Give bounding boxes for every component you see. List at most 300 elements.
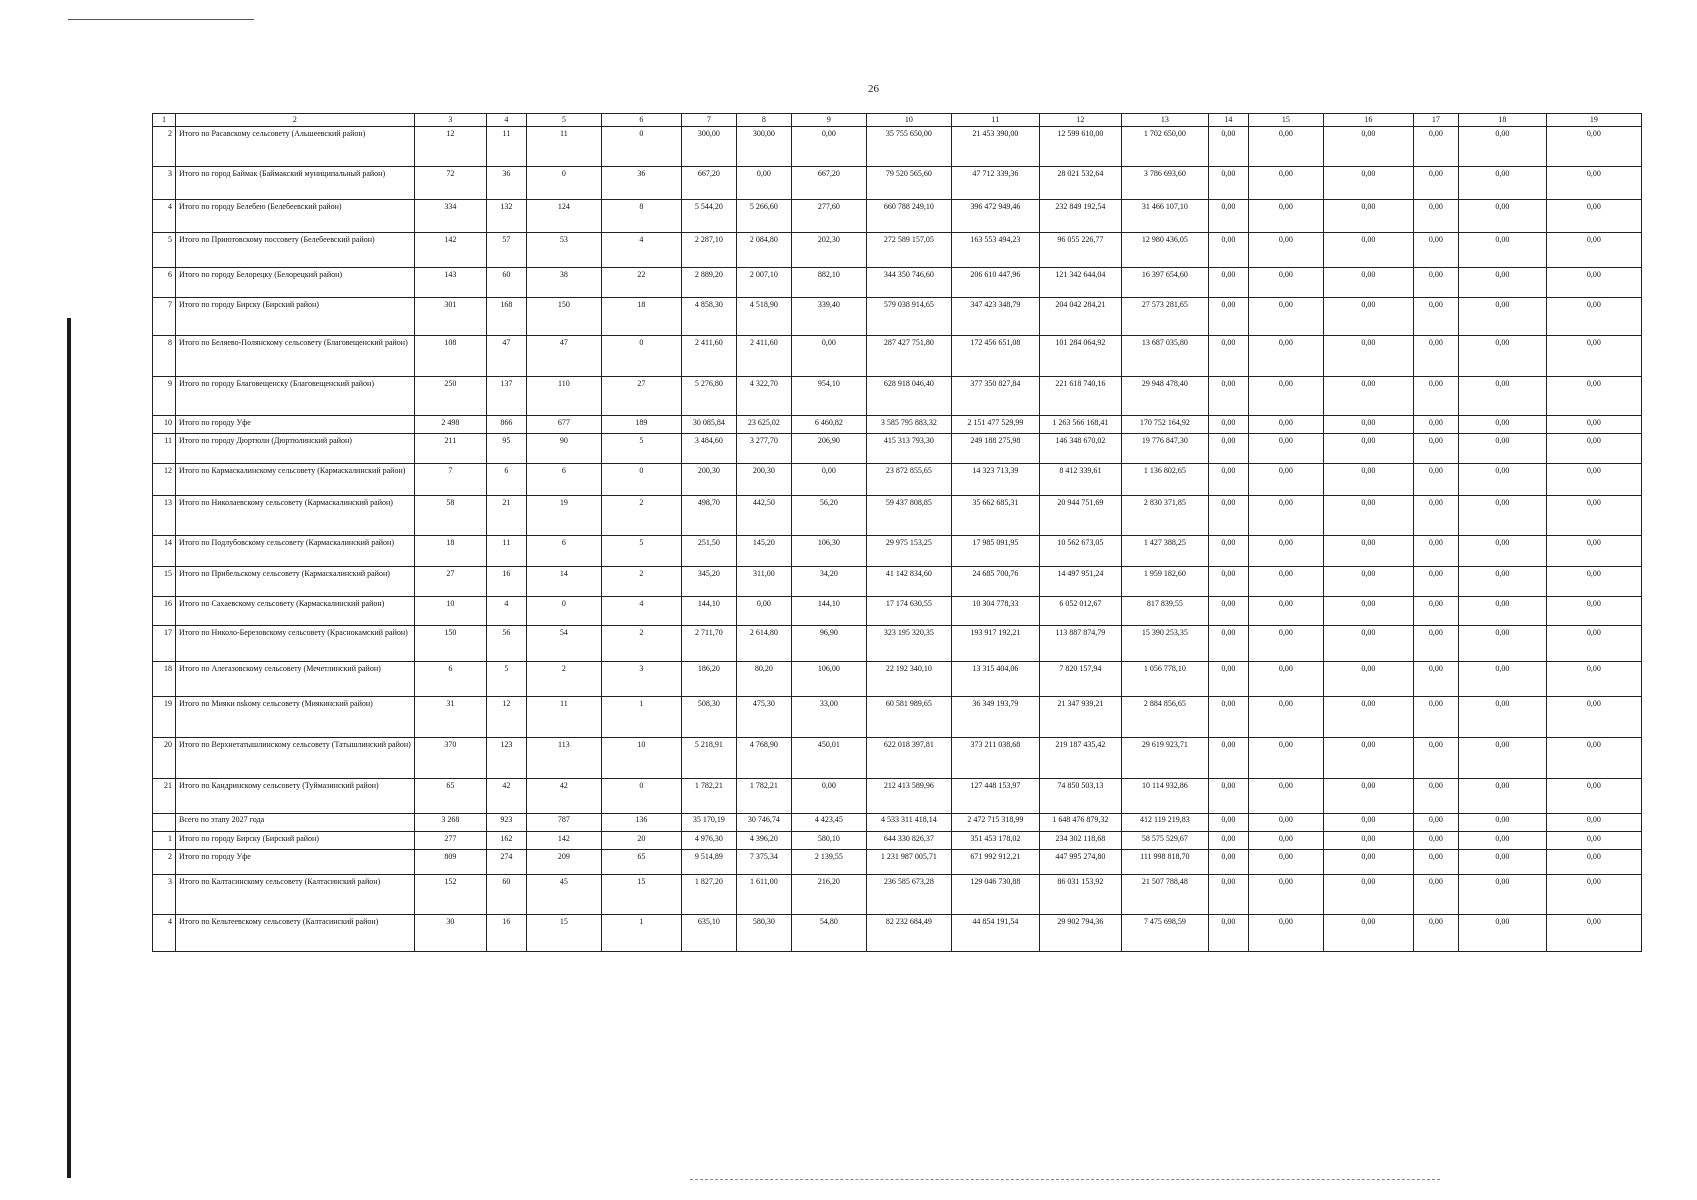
value-cell: 0,00 — [1546, 697, 1641, 738]
value-cell: 36 — [486, 167, 526, 200]
value-cell: 0,00 — [1413, 697, 1458, 738]
value-cell: 0,00 — [1323, 875, 1413, 915]
row-number-cell: 8 — [153, 336, 176, 377]
value-cell: 787 — [526, 814, 601, 832]
value-cell: 0,00 — [1413, 597, 1458, 626]
value-cell: 0,00 — [1208, 567, 1248, 597]
row-number-cell: 14 — [153, 536, 176, 567]
table-row — [153, 850, 1642, 875]
name-cell: Итого по городу Дюртюли (Дюртюлинский район) — [176, 434, 415, 464]
value-cell: 136 — [601, 814, 681, 832]
value-cell: 2 084,80 — [736, 233, 791, 268]
value-cell: 0,00 — [1323, 336, 1413, 377]
column-header: 9 — [791, 114, 866, 127]
value-cell: 0,00 — [1323, 738, 1413, 779]
value-cell: 212 413 589,96 — [866, 779, 951, 814]
value-cell: 13 687 035,80 — [1121, 336, 1208, 377]
value-cell: 113 887 874,79 — [1039, 626, 1121, 662]
value-cell: 211 — [414, 434, 486, 464]
value-cell: 0,00 — [1546, 496, 1641, 536]
row-number-cell — [153, 814, 176, 832]
value-cell: 667,20 — [681, 167, 736, 200]
name-cell: Итого по городу Уфе — [176, 416, 415, 434]
value-cell: 124 — [526, 200, 601, 233]
value-cell: 635,10 — [681, 915, 736, 952]
row-number-cell: 3 — [153, 167, 176, 200]
value-cell: 22 192 340,10 — [866, 662, 951, 697]
value-cell: 22 — [601, 268, 681, 298]
value-cell: 54 — [526, 626, 601, 662]
value-cell: 0,00 — [1546, 814, 1641, 832]
value-cell: 0,00 — [1413, 850, 1458, 875]
page-number: 26 — [868, 83, 879, 95]
value-cell: 0,00 — [1413, 915, 1458, 952]
value-cell: 817 839,55 — [1121, 597, 1208, 626]
value-cell: 56,20 — [791, 496, 866, 536]
name-cell: Итого по город Баймак (Баймакский муниципальный район) — [176, 167, 415, 200]
value-cell: 0,00 — [1323, 915, 1413, 952]
value-cell: 0,00 — [1248, 434, 1323, 464]
name-cell: Всего по этапу 2027 года — [176, 814, 415, 832]
value-cell: 6 — [486, 464, 526, 496]
value-cell: 0,00 — [1458, 434, 1546, 464]
value-cell: 142 — [414, 233, 486, 268]
value-cell: 0,00 — [1458, 738, 1546, 779]
value-cell: 475,30 — [736, 697, 791, 738]
value-cell: 82 232 684,49 — [866, 915, 951, 952]
value-cell: 31 466 107,10 — [1121, 200, 1208, 233]
value-cell: 0,00 — [1458, 567, 1546, 597]
value-cell: 3 484,60 — [681, 434, 736, 464]
value-cell: 11 — [486, 536, 526, 567]
value-cell: 1 231 987 005,71 — [866, 850, 951, 875]
value-cell: 0,00 — [1248, 298, 1323, 336]
value-cell: 221 618 740,16 — [1039, 377, 1121, 416]
value-cell: 2 614,80 — [736, 626, 791, 662]
value-cell: 882,10 — [791, 268, 866, 298]
name-cell: Итого по Кельтеевскому сельсовету (Калтасинский район) — [176, 915, 415, 952]
value-cell: 1 611,00 — [736, 875, 791, 915]
value-cell: 277 — [414, 832, 486, 850]
value-cell: 219 187 435,42 — [1039, 738, 1121, 779]
value-cell: 1 — [601, 915, 681, 952]
value-cell: 10 304 778,33 — [951, 597, 1039, 626]
value-cell: 111 998 818,70 — [1121, 850, 1208, 875]
name-cell: Итого по Беляево-Полянскому сельсовету (Благовещенский район) — [176, 336, 415, 377]
value-cell: 3 268 — [414, 814, 486, 832]
name-cell: Итого по городу Благовещенску (Благовещенский район) — [176, 377, 415, 416]
value-cell: 0,00 — [1546, 850, 1641, 875]
value-cell: 6 — [526, 464, 601, 496]
value-cell: 2 830 371,85 — [1121, 496, 1208, 536]
value-cell: 0,00 — [1546, 567, 1641, 597]
value-cell: 3 277,70 — [736, 434, 791, 464]
value-cell: 0,00 — [1323, 832, 1413, 850]
value-cell: 1 136 802,65 — [1121, 464, 1208, 496]
value-cell: 0,00 — [1323, 779, 1413, 814]
value-cell: 15 — [526, 915, 601, 952]
row-number-cell: 2 — [153, 127, 176, 167]
value-cell: 0,00 — [1546, 915, 1641, 952]
value-cell: 15 — [601, 875, 681, 915]
value-cell: 2 287,10 — [681, 233, 736, 268]
value-cell: 172 456 651,08 — [951, 336, 1039, 377]
value-cell: 168 — [486, 298, 526, 336]
column-header: 6 — [601, 114, 681, 127]
table-row — [153, 662, 1642, 697]
value-cell: 0,00 — [1323, 814, 1413, 832]
value-cell: 0,00 — [1546, 662, 1641, 697]
value-cell: 0,00 — [1323, 464, 1413, 496]
value-cell: 311,00 — [736, 567, 791, 597]
value-cell: 58 — [414, 496, 486, 536]
value-cell: 0,00 — [1458, 832, 1546, 850]
table-row — [153, 268, 1642, 298]
value-cell: 232 849 192,54 — [1039, 200, 1121, 233]
name-cell: Итого по Николаевскому сельсовету (Кармаскалинский район) — [176, 496, 415, 536]
value-cell: 14 497 951,24 — [1039, 567, 1121, 597]
value-cell: 5 276,80 — [681, 377, 736, 416]
value-cell: 250 — [414, 377, 486, 416]
value-cell: 1 — [601, 697, 681, 738]
table-row — [153, 875, 1642, 915]
value-cell: 0,00 — [1413, 434, 1458, 464]
value-cell: 0,00 — [1458, 416, 1546, 434]
value-cell: 4 396,20 — [736, 832, 791, 850]
value-cell: 170 752 164,92 — [1121, 416, 1208, 434]
value-cell: 144,10 — [681, 597, 736, 626]
value-cell: 16 — [486, 915, 526, 952]
value-cell: 65 — [414, 779, 486, 814]
value-cell: 0 — [601, 336, 681, 377]
value-cell: 0,00 — [1208, 697, 1248, 738]
value-cell: 44 854 191,54 — [951, 915, 1039, 952]
value-cell: 7 — [414, 464, 486, 496]
row-number-cell: 1 — [153, 832, 176, 850]
name-cell: Итого по городу Белорецку (Белорецкий район) — [176, 268, 415, 298]
value-cell: 0,00 — [1458, 268, 1546, 298]
row-number-cell: 6 — [153, 268, 176, 298]
value-cell: 0,00 — [1458, 915, 1546, 952]
value-cell: 2 411,60 — [681, 336, 736, 377]
column-header: 10 — [866, 114, 951, 127]
value-cell: 60 581 989,65 — [866, 697, 951, 738]
value-cell: 0,00 — [1458, 697, 1546, 738]
value-cell: 27 573 281,65 — [1121, 298, 1208, 336]
value-cell: 0,00 — [1413, 496, 1458, 536]
row-number-cell: 4 — [153, 915, 176, 952]
name-cell: Итого по Расавскому сельсовету (Альшеевский район) — [176, 127, 415, 167]
value-cell: 0,00 — [1248, 127, 1323, 167]
value-cell: 0,00 — [1546, 268, 1641, 298]
value-cell: 0,00 — [1208, 298, 1248, 336]
value-cell: 0,00 — [1208, 814, 1248, 832]
value-cell: 0,00 — [1323, 268, 1413, 298]
value-cell: 106,30 — [791, 536, 866, 567]
value-cell: 0,00 — [1248, 536, 1323, 567]
value-cell: 11 — [526, 697, 601, 738]
value-cell: 0,00 — [1458, 127, 1546, 167]
value-cell: 27 — [414, 567, 486, 597]
value-cell: 0,00 — [1413, 200, 1458, 233]
value-cell: 0,00 — [1413, 832, 1458, 850]
value-cell: 95 — [486, 434, 526, 464]
value-cell: 628 918 046,40 — [866, 377, 951, 416]
value-cell: 132 — [486, 200, 526, 233]
value-cell: 42 — [526, 779, 601, 814]
table-row — [153, 779, 1642, 814]
value-cell: 29 902 794,36 — [1039, 915, 1121, 952]
value-cell: 4 976,30 — [681, 832, 736, 850]
value-cell: 0,00 — [1413, 377, 1458, 416]
value-cell: 0,00 — [1458, 377, 1546, 416]
value-cell: 0,00 — [1323, 416, 1413, 434]
value-cell: 580,30 — [736, 915, 791, 952]
value-cell: 31 — [414, 697, 486, 738]
value-cell: 345,20 — [681, 567, 736, 597]
value-cell: 65 — [601, 850, 681, 875]
value-cell: 0,00 — [1413, 464, 1458, 496]
value-cell: 4 322,70 — [736, 377, 791, 416]
value-cell: 236 585 673,28 — [866, 875, 951, 915]
value-cell: 23 625,02 — [736, 416, 791, 434]
value-cell: 19 — [526, 496, 601, 536]
value-cell: 0,00 — [1413, 567, 1458, 597]
value-cell: 12 — [414, 127, 486, 167]
column-header: 5 — [526, 114, 601, 127]
value-cell: 0,00 — [1546, 377, 1641, 416]
table-row — [153, 298, 1642, 336]
value-cell: 1 056 778,10 — [1121, 662, 1208, 697]
row-number-cell: 16 — [153, 597, 176, 626]
value-cell: 0,00 — [1248, 496, 1323, 536]
value-cell: 2 411,60 — [736, 336, 791, 377]
value-cell: 4 858,30 — [681, 298, 736, 336]
value-cell: 200,30 — [681, 464, 736, 496]
value-cell: 2 711,70 — [681, 626, 736, 662]
value-cell: 13 315 404,06 — [951, 662, 1039, 697]
value-cell: 300,00 — [736, 127, 791, 167]
value-cell: 0,00 — [1458, 298, 1546, 336]
row-number-cell: 9 — [153, 377, 176, 416]
value-cell: 30 746,74 — [736, 814, 791, 832]
column-header: 13 — [1121, 114, 1208, 127]
column-header: 19 — [1546, 114, 1641, 127]
value-cell: 74 850 503,13 — [1039, 779, 1121, 814]
value-cell: 347 423 348,79 — [951, 298, 1039, 336]
value-cell: 0,00 — [1208, 832, 1248, 850]
value-cell: 0 — [601, 464, 681, 496]
table-row — [153, 464, 1642, 496]
value-cell: 60 — [486, 268, 526, 298]
value-cell: 4 423,45 — [791, 814, 866, 832]
scan-margin-bar — [67, 318, 71, 1178]
value-cell: 1 263 566 168,41 — [1039, 416, 1121, 434]
table-row — [153, 200, 1642, 233]
value-cell: 0,00 — [1413, 779, 1458, 814]
value-cell: 15 390 253,35 — [1121, 626, 1208, 662]
value-cell: 0,00 — [1248, 233, 1323, 268]
value-cell: 370 — [414, 738, 486, 779]
value-cell: 0,00 — [791, 336, 866, 377]
value-cell: 0,00 — [1413, 662, 1458, 697]
value-cell: 24 685 700,76 — [951, 567, 1039, 597]
value-cell: 2 889,20 — [681, 268, 736, 298]
value-cell: 300,00 — [681, 127, 736, 167]
name-cell: Итого по городу Белебею (Белебеевский район) — [176, 200, 415, 233]
name-cell: Итого по Подлубовскому сельсовету (Кармаскалинский район) — [176, 536, 415, 567]
value-cell: 498,70 — [681, 496, 736, 536]
value-cell: 0 — [601, 127, 681, 167]
value-cell: 450,01 — [791, 738, 866, 779]
value-cell: 7 820 157,94 — [1039, 662, 1121, 697]
value-cell: 0,00 — [1458, 597, 1546, 626]
value-cell: 0,00 — [1546, 875, 1641, 915]
value-cell: 0,00 — [1208, 416, 1248, 434]
value-cell: 23 872 855,65 — [866, 464, 951, 496]
bottom-rule — [690, 1179, 1440, 1181]
value-cell: 0,00 — [791, 464, 866, 496]
value-cell: 144,10 — [791, 597, 866, 626]
value-cell: 0,00 — [1208, 915, 1248, 952]
value-cell: 10 562 673,05 — [1039, 536, 1121, 567]
value-cell: 0,00 — [1248, 464, 1323, 496]
table-row — [153, 697, 1642, 738]
value-cell: 14 — [526, 567, 601, 597]
value-cell: 29 975 153,25 — [866, 536, 951, 567]
value-cell: 96 055 226,77 — [1039, 233, 1121, 268]
name-cell: Итого по городу Бирску (Бирский район) — [176, 832, 415, 850]
row-number-cell: 18 — [153, 662, 176, 697]
value-cell: 0,00 — [1323, 697, 1413, 738]
value-cell: 9 514,89 — [681, 850, 736, 875]
row-number-cell: 4 — [153, 200, 176, 233]
row-number-cell: 17 — [153, 626, 176, 662]
value-cell: 5 218,91 — [681, 738, 736, 779]
value-cell: 4 768,90 — [736, 738, 791, 779]
value-cell: 16 397 654,60 — [1121, 268, 1208, 298]
value-cell: 79 520 565,60 — [866, 167, 951, 200]
header-row — [153, 114, 1642, 127]
value-cell: 30 085,84 — [681, 416, 736, 434]
row-number-cell: 10 — [153, 416, 176, 434]
name-cell: Итого по Алегазовскому сельсовету (Мечетлинский район) — [176, 662, 415, 697]
value-cell: 277,60 — [791, 200, 866, 233]
value-cell: 351 453 178,02 — [951, 832, 1039, 850]
value-cell: 866 — [486, 416, 526, 434]
value-cell: 29 948 478,40 — [1121, 377, 1208, 416]
value-cell: 142 — [526, 832, 601, 850]
row-number-cell: 11 — [153, 434, 176, 464]
value-cell: 0,00 — [1323, 850, 1413, 875]
value-cell: 35 170,19 — [681, 814, 736, 832]
value-cell: 7 375,34 — [736, 850, 791, 875]
row-number-cell: 13 — [153, 496, 176, 536]
table-row — [153, 536, 1642, 567]
value-cell: 101 284 064,92 — [1039, 336, 1121, 377]
column-header: 12 — [1039, 114, 1121, 127]
value-cell: 54,80 — [791, 915, 866, 952]
row-number-cell: 5 — [153, 233, 176, 268]
value-cell: 12 599 610,00 — [1039, 127, 1121, 167]
value-cell: 33,00 — [791, 697, 866, 738]
value-cell: 0,00 — [1208, 536, 1248, 567]
value-cell: 0,00 — [1323, 434, 1413, 464]
value-cell: 47 — [486, 336, 526, 377]
value-cell: 57 — [486, 233, 526, 268]
value-cell: 86 031 153,92 — [1039, 875, 1121, 915]
value-cell: 113 — [526, 738, 601, 779]
value-cell: 0,00 — [1413, 814, 1458, 832]
value-cell: 35 755 650,00 — [866, 127, 951, 167]
value-cell: 0,00 — [1458, 814, 1546, 832]
value-cell: 0,00 — [1546, 434, 1641, 464]
value-cell: 53 — [526, 233, 601, 268]
row-number-cell: 7 — [153, 298, 176, 336]
value-cell: 35 662 685,31 — [951, 496, 1039, 536]
value-cell: 0,00 — [1323, 626, 1413, 662]
value-cell: 396 472 949,46 — [951, 200, 1039, 233]
value-cell: 36 — [601, 167, 681, 200]
value-cell: 0,00 — [1248, 336, 1323, 377]
value-cell: 0,00 — [1323, 298, 1413, 336]
value-cell: 0,00 — [1546, 167, 1641, 200]
value-cell: 2 — [601, 626, 681, 662]
value-cell: 0,00 — [1323, 496, 1413, 536]
value-cell: 0,00 — [1248, 738, 1323, 779]
value-cell: 0,00 — [1413, 167, 1458, 200]
value-cell: 2 884 856,65 — [1121, 697, 1208, 738]
value-cell: 0,00 — [1248, 167, 1323, 200]
value-cell: 415 313 793,30 — [866, 434, 951, 464]
value-cell: 0 — [526, 167, 601, 200]
name-cell: Итого по Верхнетатышлинскому сельсовету (Татышлинский район) — [176, 738, 415, 779]
value-cell: 0,00 — [1546, 416, 1641, 434]
value-cell: 0,00 — [1413, 416, 1458, 434]
value-cell: 412 119 219,83 — [1121, 814, 1208, 832]
column-header: 15 — [1248, 114, 1323, 127]
value-cell: 0,00 — [1208, 875, 1248, 915]
value-cell: 0,00 — [1413, 536, 1458, 567]
value-cell: 0,00 — [1208, 626, 1248, 662]
value-cell: 677 — [526, 416, 601, 434]
value-cell: 2 472 715 318,99 — [951, 814, 1039, 832]
value-cell: 0,00 — [1208, 779, 1248, 814]
value-cell: 0,00 — [1413, 336, 1458, 377]
value-cell: 41 142 834,60 — [866, 567, 951, 597]
table-row — [153, 336, 1642, 377]
value-cell: 0,00 — [1208, 127, 1248, 167]
value-cell: 5 266,60 — [736, 200, 791, 233]
column-header: 14 — [1208, 114, 1248, 127]
column-header: 2 — [176, 114, 415, 127]
value-cell: 96,90 — [791, 626, 866, 662]
column-header: 1 — [153, 114, 176, 127]
value-cell: 0,00 — [1248, 268, 1323, 298]
value-cell: 0,00 — [1208, 167, 1248, 200]
value-cell: 2 — [526, 662, 601, 697]
value-cell: 7 475 698,59 — [1121, 915, 1208, 952]
value-cell: 1 782,21 — [681, 779, 736, 814]
value-cell: 2 — [601, 496, 681, 536]
row-number-cell: 2 — [153, 850, 176, 875]
value-cell: 0,00 — [1248, 377, 1323, 416]
value-cell: 127 448 153,97 — [951, 779, 1039, 814]
value-cell: 30 — [414, 915, 486, 952]
value-cell: 0 — [601, 779, 681, 814]
value-cell: 0,00 — [1546, 464, 1641, 496]
column-header: 16 — [1323, 114, 1413, 127]
